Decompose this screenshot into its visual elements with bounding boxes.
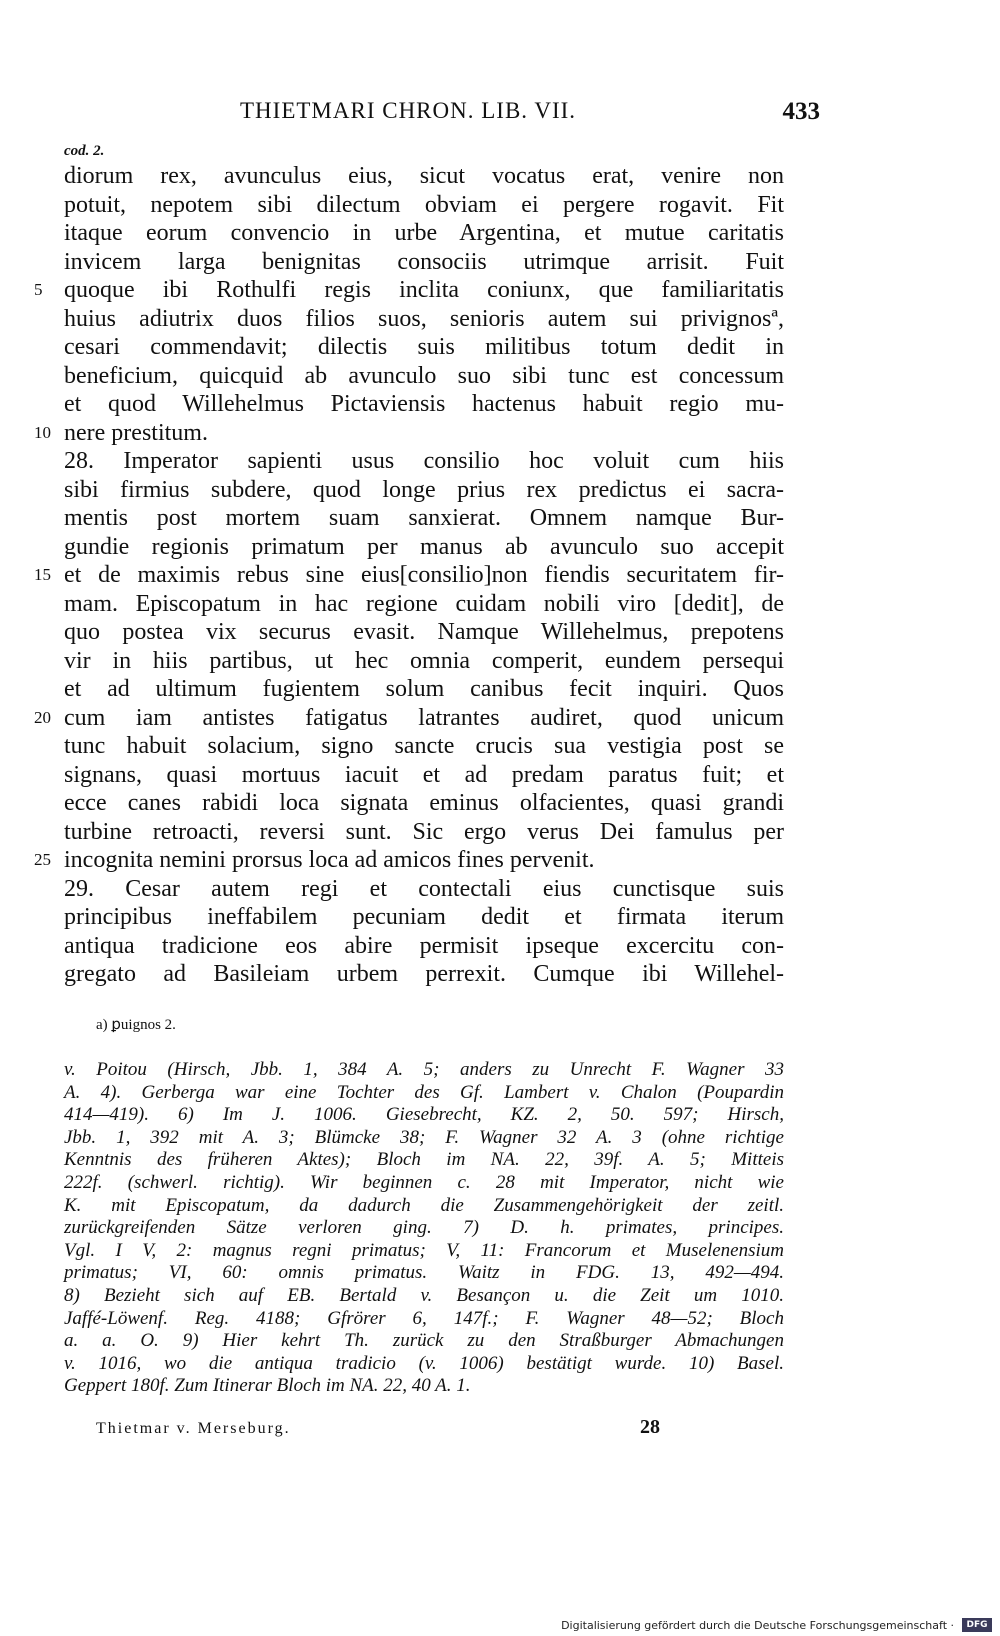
line-text: 29. Cesar autem regi et contectali eius cunctisque suis bbox=[64, 875, 784, 902]
text-line bbox=[64, 903, 784, 932]
line-text: gundie regionis primatum per manus ab avunculo suo accepit bbox=[64, 533, 784, 560]
commentary-line: 222f. (schwerl. richtig). Wir beginnen c. 28 mit Imperator, nicht wie bbox=[64, 1171, 784, 1193]
line-text: mentis post mortem suam sanxierat. Omnem namque Bur- bbox=[64, 505, 784, 531]
commentary-line: Kenntnis des früheren Aktes); Bloch im NA. 22, 39f. A. 5; Mitteis bbox=[64, 1149, 784, 1171]
text-line bbox=[64, 390, 784, 419]
line-text: incognita nemini prorsus loca ad amicos fines pervenit. bbox=[64, 847, 595, 873]
text-line bbox=[34, 561, 784, 590]
commentary-line: A. 4). Gerberga war eine Tochter des Gf. Lambert v. Chalon (Poupardin bbox=[64, 1081, 784, 1103]
text-line bbox=[64, 818, 784, 847]
commentary-line: v. 1016, wo die antiqua tradicio (v. 1006) bestätigt wurde. 10) Basel. bbox=[64, 1352, 784, 1374]
line-number: 25 bbox=[34, 850, 51, 869]
text-line bbox=[64, 647, 784, 676]
text-line bbox=[64, 362, 784, 391]
text-line bbox=[64, 618, 784, 647]
text-line bbox=[64, 533, 784, 562]
line-text: invicem larga benignitas consociis utrimque arrisit. Fuit bbox=[64, 248, 784, 275]
text-line bbox=[64, 960, 784, 989]
line-text: turbine retroacti, reversi sunt. Sic ergo verus Dei famulus per bbox=[64, 818, 784, 845]
text-line bbox=[34, 846, 784, 875]
dfg-logo-icon: DFG bbox=[962, 1618, 992, 1632]
line-text: potuit, nepotem sibi dilectum obviam ei pergere rogavit. Fit bbox=[64, 191, 784, 218]
text-line bbox=[64, 219, 784, 248]
line-text: ecce canes rabidi loca signata eminus olfacientes, quasi grandi bbox=[64, 790, 784, 816]
signature-line: Thietmar v. Merseburg. bbox=[96, 1420, 291, 1437]
digitization-note: Digitalisierung gefördert durch die Deutsche Forschungsgemeinschaft · bbox=[561, 1619, 954, 1632]
commentary-line: 414—419). 6) Im J. 1006. Giesebrecht, KZ. 2, 50. 597; Hirsch, bbox=[64, 1104, 784, 1126]
commentary-line: primatus; VI, 60: omnis primatus. Waitz in FDG. 13, 492—494. bbox=[64, 1262, 784, 1284]
commentary-line: Jaffé-Löwenf. Reg. 4188; Gfrörer 6, 147f.; F. Wagner 48—52; Bloch bbox=[64, 1307, 784, 1329]
line-text: huius adiutrix duos filios suos, senioris autem sui privignosª, bbox=[64, 305, 784, 332]
text-line bbox=[64, 732, 784, 761]
line-number: 5 bbox=[34, 280, 43, 299]
commentary-line: Vgl. I V, 2: magnus regni primatus; V, 11: Francorum et Muselenensium bbox=[64, 1239, 784, 1261]
text-line bbox=[34, 419, 784, 448]
line-text: et de maximis rebus sine eius[consilio]non fiendis securitatem fir- bbox=[64, 562, 784, 588]
codex-note: cod. 2. bbox=[64, 143, 105, 159]
text-line bbox=[34, 704, 784, 733]
text-line bbox=[64, 305, 784, 334]
commentary-notes bbox=[64, 1059, 784, 1398]
line-text: mam. Episcopatum in hac regione cuidam nobili viro [dedit], de bbox=[64, 590, 784, 617]
line-text: diorum rex, avunculus eius, sicut vocatus erat, venire non bbox=[64, 163, 784, 189]
text-line bbox=[64, 932, 784, 961]
text-line bbox=[64, 504, 784, 533]
main-text bbox=[34, 162, 784, 989]
footnote-a: a) ꝑuignos 2. bbox=[96, 1017, 176, 1033]
text-line bbox=[64, 191, 784, 220]
commentary-line: Geppert 180f. Zum Itinerar Bloch im NA. 22, 40 A. 1. bbox=[64, 1375, 471, 1397]
line-number: 20 bbox=[34, 707, 51, 727]
line-text: quoque ibi Rothulfi regis inclita coniunx, que familiaritatis bbox=[64, 277, 784, 303]
line-text: beneficium, quicquid ab avunculo suo sibi tunc est concessum bbox=[64, 362, 784, 389]
text-line bbox=[64, 476, 784, 505]
text-line bbox=[64, 447, 784, 476]
line-text: et quod Willehelmus Pictaviensis hactenus habuit regio mu- bbox=[64, 391, 784, 417]
text-line bbox=[64, 875, 784, 904]
line-text: nere prestitum. bbox=[64, 419, 208, 446]
line-number: 15 bbox=[34, 565, 51, 584]
line-text: tunc habuit solacium, signo sancte crucis sua vestigia post se bbox=[64, 733, 784, 759]
commentary-line: K. mit Episcopatum, da dadurch die Zusammengehörigkeit der zeitl. bbox=[64, 1194, 784, 1216]
line-text: signans, quasi mortuus iacuit et ad predam paratus fuit; et bbox=[64, 761, 784, 788]
commentary-line: a. a. O. 9) Hier kehrt Th. zurück zu den Straßburger Abmachungen bbox=[64, 1330, 784, 1352]
running-head bbox=[60, 98, 820, 132]
line-text: principibus ineffabilem pecuniam dedit et firmata iterum bbox=[64, 904, 784, 930]
line-number: 10 bbox=[34, 422, 51, 442]
line-text: sibi firmius subdere, quod longe prius rex predictus ei sacra- bbox=[64, 476, 784, 503]
text-line bbox=[64, 248, 784, 277]
text-line bbox=[64, 590, 784, 619]
text-line bbox=[64, 333, 784, 362]
line-text: antiqua tradicione eos abire permisit ipseque excercitu con- bbox=[64, 932, 784, 959]
commentary-line: 8) Bezieht sich auf EB. Bertald v. Besançon u. die Zeit um 1010. bbox=[64, 1284, 784, 1306]
commentary-line: Jbb. 1, 392 mit A. 3; Blümcke 38; F. Wagner 32 A. 3 (ohne richtige bbox=[64, 1126, 784, 1148]
commentary-line: zurückgreifenden Sätze verloren ging. 7) D. h. primates, principes. bbox=[64, 1217, 784, 1239]
text-line bbox=[64, 162, 784, 191]
text-line bbox=[64, 761, 784, 790]
line-text: et ad ultimum fugientem solum canibus fecit inquiri. Quos bbox=[64, 676, 784, 702]
page-number: 433 bbox=[782, 98, 820, 125]
line-text: itaque eorum convencio in urbe Argentina, et mutue caritatis bbox=[64, 220, 784, 246]
line-text: cesari commendavit; dilectis suis militibus totum dedit in bbox=[64, 334, 784, 360]
line-text: 28. Imperator sapienti usus consilio hoc voluit cum hiis bbox=[64, 448, 784, 474]
line-text: cum iam antistes fatigatus latrantes audiret, quod unicum bbox=[64, 704, 784, 731]
line-text: gregato ad Basileiam urbem perrexit. Cumque ibi Willehel- bbox=[64, 961, 784, 987]
line-text: quo postea vix securus evasit. Namque Willehelmus, prepotens bbox=[64, 619, 784, 645]
line-text: vir in hiis partibus, ut hec omnia comperit, eundem persequi bbox=[64, 647, 784, 674]
text-line bbox=[64, 789, 784, 818]
text-line bbox=[64, 675, 784, 704]
text-line bbox=[34, 276, 784, 305]
commentary-line: v. Poitou (Hirsch, Jbb. 1, 384 A. 5; anders zu Unrecht F. Wagner 33 bbox=[64, 1059, 784, 1080]
sheet-number: 28 bbox=[640, 1416, 660, 1438]
running-title: THIETMARI CHRON. LIB. VII. bbox=[240, 98, 577, 123]
